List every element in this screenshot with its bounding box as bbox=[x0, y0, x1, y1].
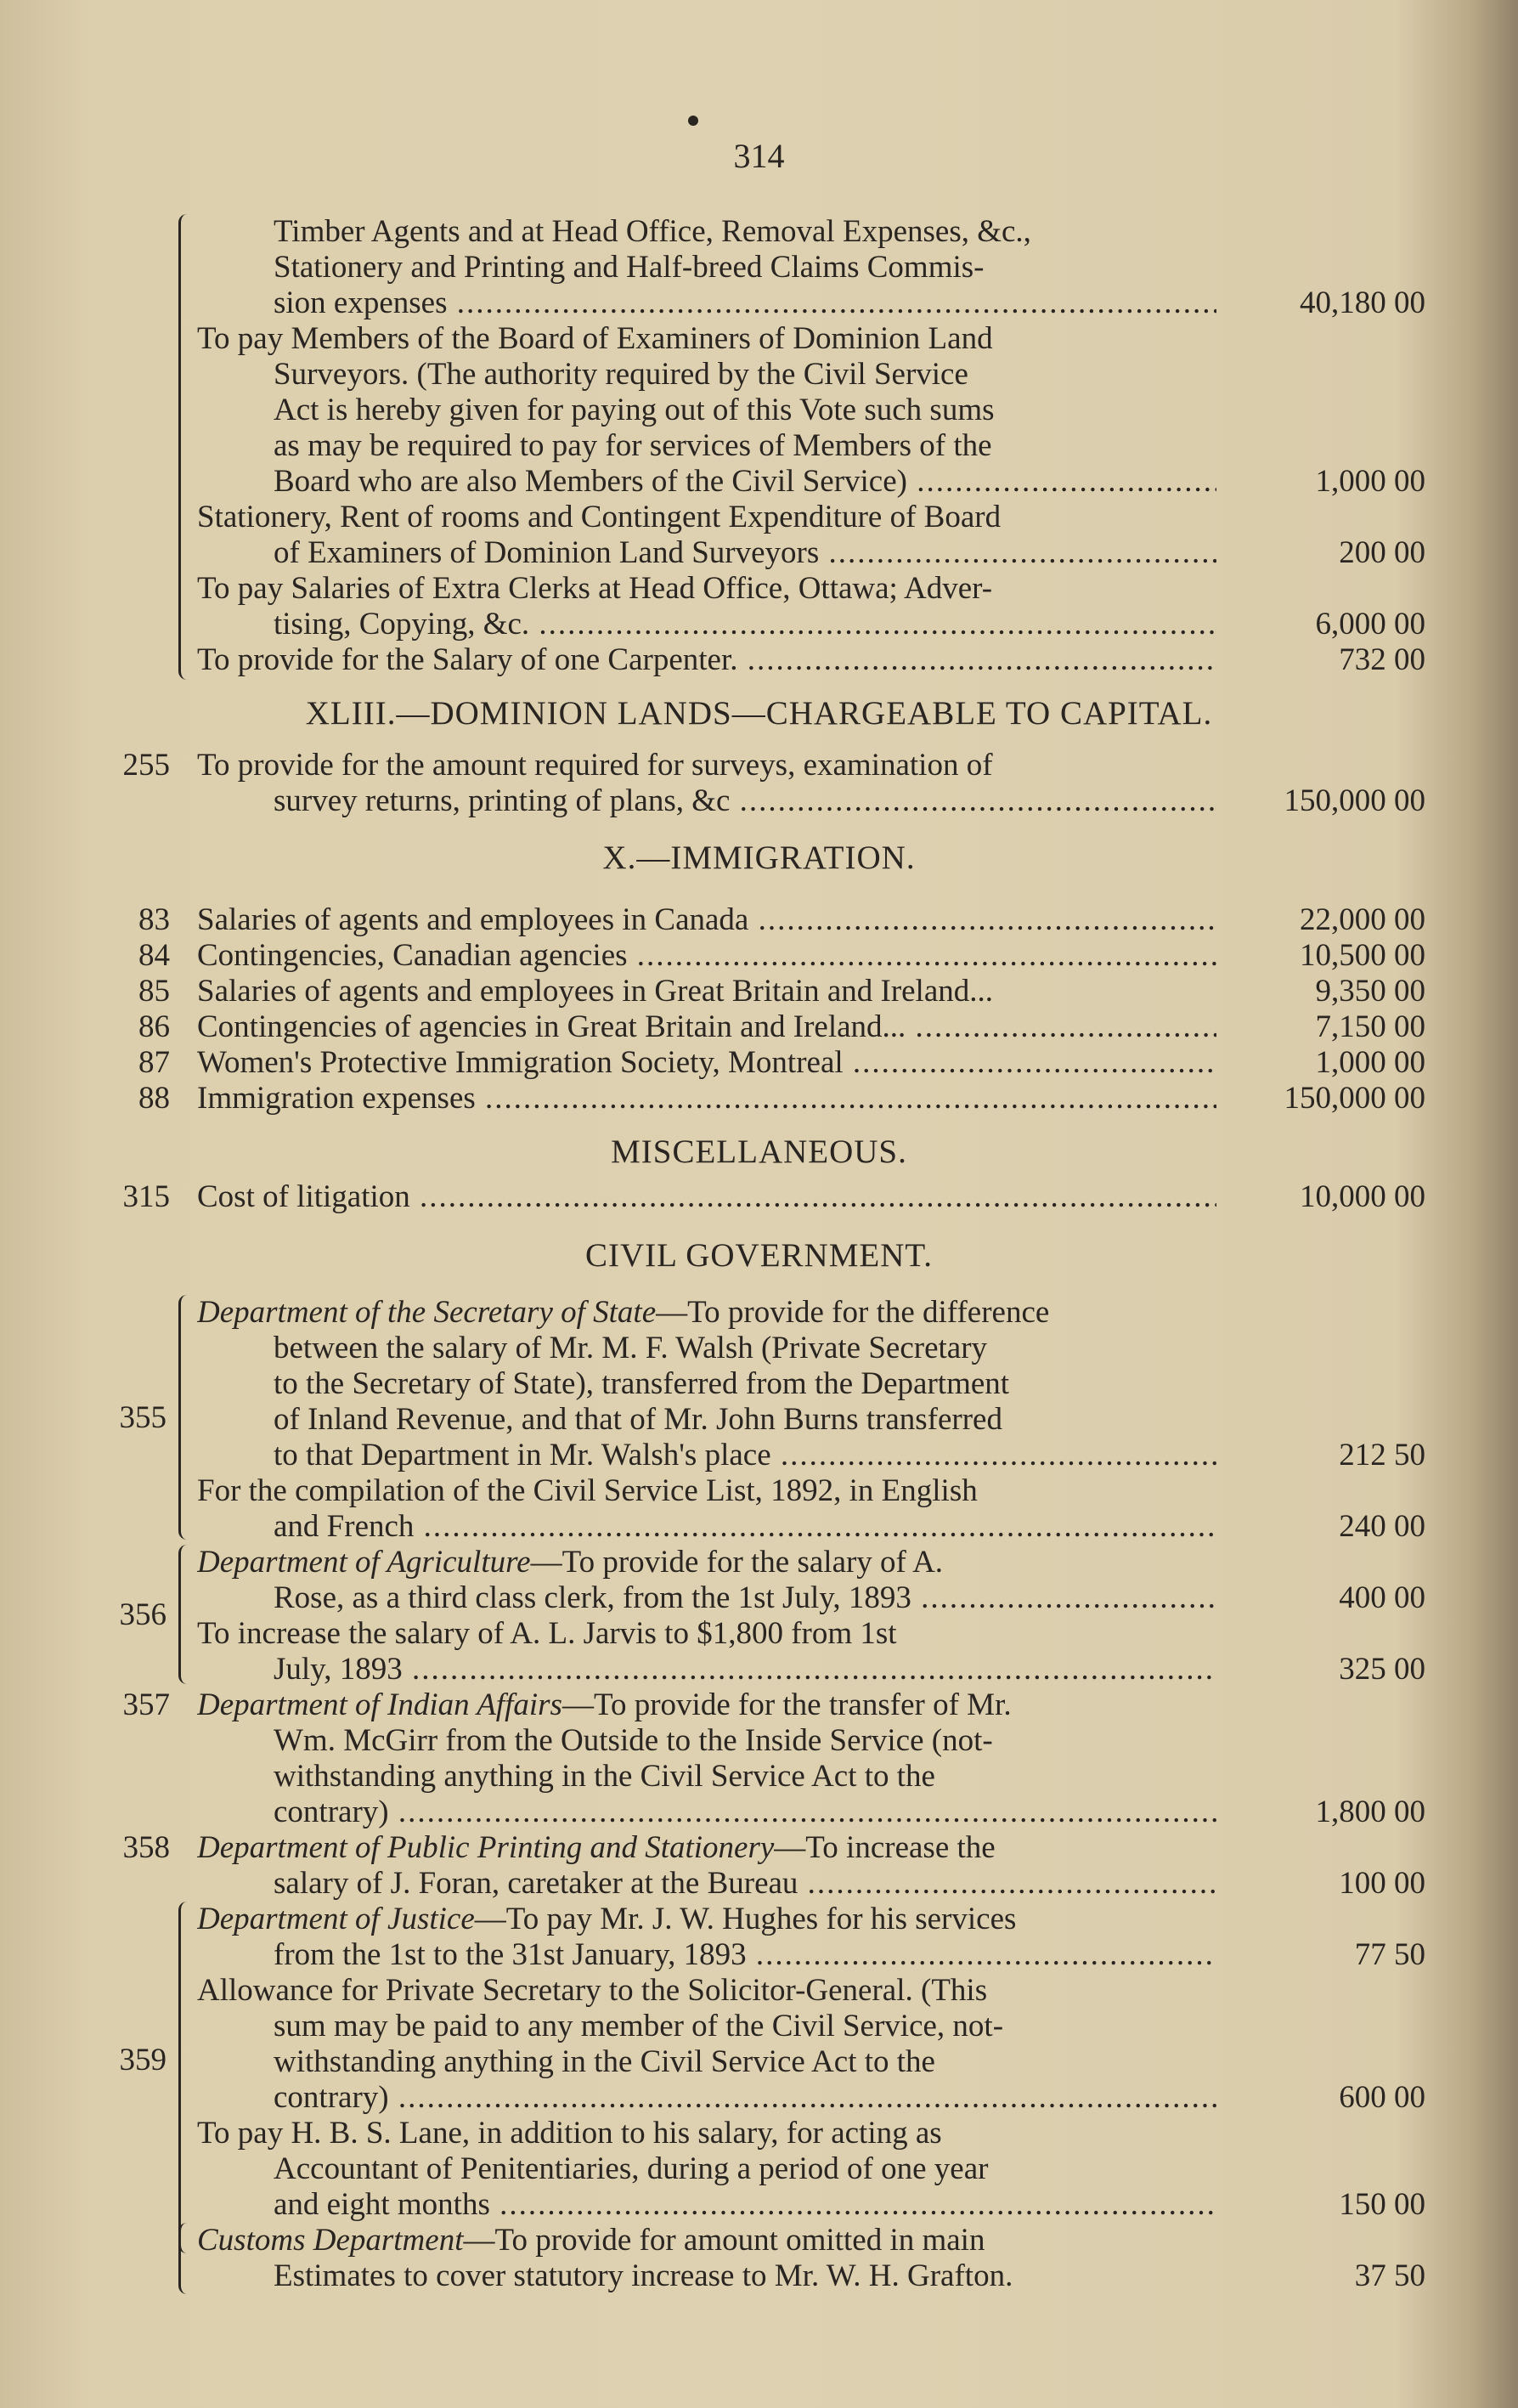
vote-number-315: 315 bbox=[122, 1179, 170, 1214]
vote-number: 86 bbox=[138, 1009, 170, 1044]
civil-357-line-4: contrary) ..... bbox=[274, 1795, 1216, 1830]
brace-top bbox=[178, 214, 193, 680]
top-amount-2: 1,000 00 bbox=[1315, 464, 1425, 499]
civil-357-amount: 1,800 00 bbox=[1315, 1795, 1425, 1829]
civil-359-amount-3: 150 00 bbox=[1339, 2187, 1425, 2222]
brace-355 bbox=[178, 1295, 193, 1540]
top-amount-1: 40,180 00 bbox=[1300, 285, 1425, 320]
vote-number: 85 bbox=[138, 974, 170, 1009]
vote-number-255: 255 bbox=[122, 748, 170, 783]
top-line-4: To pay Members of the Board of Examiners of Dominion Land bbox=[197, 321, 993, 356]
civil-358-line-2: salary of J. Foran, caretaker at the Bureau ..... bbox=[274, 1866, 1216, 1902]
immigration-item: Contingencies of agencies in Great Britain and Ireland... ..... bbox=[197, 1009, 1216, 1045]
immigration-amount: 9,350 00 bbox=[1315, 974, 1425, 1009]
civil-359-line-2: from the 1st to the 31st January, 1893 ..... bbox=[274, 1937, 1216, 1973]
civil-359-line-9: and eight months ..... bbox=[274, 2187, 1216, 2223]
misc-item: Cost of litigation ..... bbox=[197, 1179, 1216, 1215]
vote-number-357: 357 bbox=[122, 1687, 170, 1722]
civil-356-line-3: To increase the salary of A. L. Jarvis to $1,800 from 1st bbox=[197, 1616, 897, 1651]
civil-355-line-5: to that Department in Mr. Walsh's place ..... bbox=[274, 1438, 1216, 1473]
section-heading-immigration: X.—IMMIGRATION. bbox=[602, 839, 916, 876]
civil-356-amount-2: 325 00 bbox=[1339, 1652, 1425, 1687]
top-line-3: sion expenses ..... bbox=[274, 285, 1216, 321]
top-line-11: To pay Salaries of Extra Clerks at Head Office, Ottawa; Adver- bbox=[197, 571, 993, 606]
brace-356 bbox=[178, 1545, 193, 1684]
capital-line-2: survey returns, printing of plans, &c ..... bbox=[274, 783, 1216, 819]
page-number: 314 bbox=[733, 137, 785, 175]
civil-355-amount-1: 212 50 bbox=[1339, 1438, 1425, 1472]
vote-number: 83 bbox=[138, 902, 170, 937]
civil-359-line-1: Department of Justice—To pay Mr. J. W. Hughes for his services bbox=[197, 1902, 1017, 1936]
immigration-item: Salaries of agents and employees in Canada ..... bbox=[197, 902, 1216, 938]
civil-355-line-7: and French ..... bbox=[274, 1509, 1216, 1545]
civil-356-line-4: July, 1893 ..... bbox=[274, 1652, 1216, 1687]
immigration-item: Contingencies, Canadian agencies ..... bbox=[197, 938, 1216, 974]
civil-359-line-8: Accountant of Penitentiaries, during a period of one year bbox=[274, 2151, 989, 2186]
civil-357-line-1: Department of Indian Affairs—To provide for the transfer of Mr. bbox=[197, 1687, 1012, 1722]
civil-355-line-6: For the compilation of the Civil Service List, 1892, in English bbox=[197, 1473, 978, 1508]
vote-number: 88 bbox=[138, 1081, 170, 1116]
civil-355-line-3: to the Secretary of State), transferred from the Department bbox=[274, 1366, 1010, 1401]
top-line-9: Stationery, Rent of rooms and Contingent Expenditure of Board bbox=[197, 500, 1002, 534]
immigration-item: Salaries of agents and employees in Great Britain and Ireland... bbox=[197, 974, 994, 1009]
brace-359 bbox=[178, 1902, 193, 2253]
civil-355-line-2: between the salary of Mr. M. F. Walsh (Private Secretary bbox=[274, 1331, 988, 1365]
top-line-7: as may be required to pay for services of Members of the bbox=[274, 428, 992, 463]
vote-number-358: 358 bbox=[122, 1830, 170, 1865]
top-line-2: Stationery and Printing and Half-breed Claims Commis- bbox=[274, 250, 985, 285]
civil-359-line-5: withstanding anything in the Civil Service Act to the bbox=[274, 2044, 935, 2079]
vote-number: 87 bbox=[138, 1045, 170, 1080]
civil-356-line-2: Rose, as a third class clerk, from the 1st July, 1893 ..... bbox=[274, 1580, 1216, 1616]
civil-customs-line-2: Estimates to cover statutory increase to Mr. W. H. Grafton. bbox=[274, 2258, 1013, 2293]
capital-line-1: To provide for the amount required for surveys, examination of bbox=[197, 748, 993, 783]
civil-357-line-2: Wm. McGirr from the Outside to the Inside Service (not- bbox=[274, 1723, 993, 1758]
civil-359-line-3: Allowance for Private Secretary to the Solicitor-General. (This bbox=[197, 1973, 988, 2008]
top-line-6: Act is hereby given for paying out of this Vote such sums bbox=[274, 393, 995, 427]
vote-number-356: 356 bbox=[119, 1597, 166, 1632]
top-amount-3: 200 00 bbox=[1339, 535, 1425, 570]
vote-number-359: 359 bbox=[119, 2043, 166, 2077]
civil-358-line-1: Department of Public Printing and Stationery—To increase the bbox=[197, 1830, 996, 1865]
civil-359-line-4: sum may be paid to any member of the Civil Service, not- bbox=[274, 2009, 1004, 2043]
vote-number: 84 bbox=[138, 938, 170, 973]
top-amount-5: 732 00 bbox=[1339, 642, 1425, 677]
immigration-item: Women's Protective Immigration Society, Montreal ..... bbox=[197, 1045, 1216, 1081]
immigration-amount: 22,000 00 bbox=[1300, 902, 1425, 937]
immigration-amount: 10,500 00 bbox=[1300, 938, 1425, 973]
civil-355-amount-2: 240 00 bbox=[1339, 1509, 1425, 1544]
civil-359-amount-1: 77 50 bbox=[1354, 1937, 1425, 1972]
top-line-1: Timber Agents and at Head Office, Removal Expenses, &c., bbox=[274, 214, 1031, 249]
civil-358-amount: 100 00 bbox=[1339, 1866, 1425, 1901]
section-heading-misc: MISCELLANEOUS. bbox=[611, 1133, 907, 1170]
civil-customs-amount: 37 50 bbox=[1354, 2258, 1425, 2293]
top-line-12: tising, Copying, &c. ..... bbox=[274, 607, 1216, 642]
immigration-amount: 150,000 00 bbox=[1284, 1081, 1425, 1116]
top-line-8: Board who are also Members of the Civil Service) ..... bbox=[274, 464, 1216, 500]
top-line-13: To provide for the Salary of one Carpenter. ..... bbox=[197, 642, 1216, 678]
civil-355-line-1: Department of the Secretary of State—To provide for the difference bbox=[197, 1295, 1050, 1330]
civil-359-line-7: To pay H. B. S. Lane, in addition to his salary, for acting as bbox=[197, 2116, 942, 2151]
civil-359-amount-2: 600 00 bbox=[1339, 2080, 1425, 2115]
misc-amount: 10,000 00 bbox=[1300, 1179, 1425, 1214]
top-line-5: Surveyors. (The authority required by the Civil Service bbox=[274, 357, 968, 392]
section-heading-capital: XLIII.—DOMINION LANDS—CHARGEABLE TO CAPITAL. bbox=[305, 695, 1213, 732]
top-line-10: of Examiners of Dominion Land Surveyors ..... bbox=[274, 535, 1216, 571]
capital-amount: 150,000 00 bbox=[1284, 783, 1425, 818]
immigration-amount: 7,150 00 bbox=[1315, 1009, 1425, 1044]
brace-customs bbox=[178, 2223, 193, 2294]
section-heading-civil: CIVIL GOVERNMENT. bbox=[584, 1237, 934, 1274]
civil-357-line-3: withstanding anything in the Civil Service Act to the bbox=[274, 1759, 935, 1794]
immigration-item: Immigration expenses ..... bbox=[197, 1081, 1216, 1116]
vote-number-355: 355 bbox=[119, 1400, 166, 1435]
civil-355-line-4: of Inland Revenue, and that of Mr. John Burns transferred bbox=[274, 1402, 1002, 1437]
immigration-amount: 1,000 00 bbox=[1315, 1045, 1425, 1080]
ink-dot bbox=[688, 116, 698, 126]
top-amount-4: 6,000 00 bbox=[1315, 607, 1425, 642]
civil-356-amount-1: 400 00 bbox=[1339, 1580, 1425, 1615]
civil-356-line-1: Department of Agriculture—To provide for the salary of A. bbox=[197, 1545, 944, 1580]
civil-customs-line-1: Customs Department—To provide for amount omitted in main bbox=[197, 2223, 985, 2258]
civil-359-line-6: contrary) ..... bbox=[274, 2080, 1216, 2116]
